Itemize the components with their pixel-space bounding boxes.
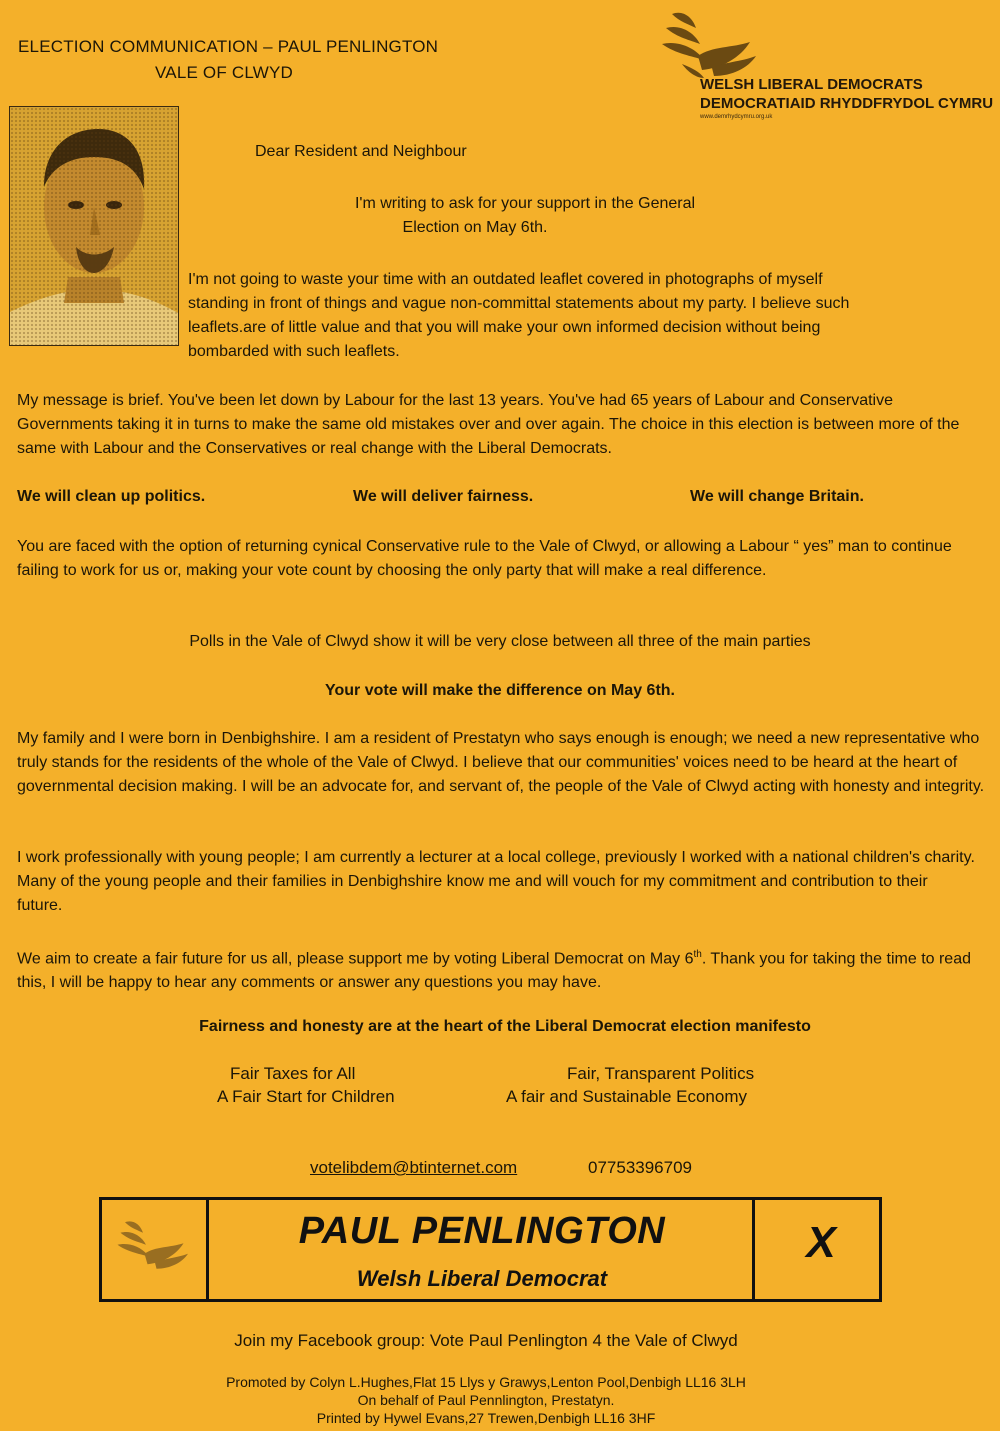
manifesto-item: Fair, Transparent Politics bbox=[567, 1064, 755, 1083]
bird-icon bbox=[110, 1210, 200, 1290]
manifesto-item: A Fair Start for Children bbox=[217, 1087, 395, 1106]
intro-paragraph bbox=[188, 268, 988, 364]
ballot-divider bbox=[206, 1200, 209, 1299]
phone-number: 07753396709 bbox=[588, 1158, 693, 1177]
polls-statement: Polls in the Vale of Clwyd show it will be very close between all three of the main parties bbox=[189, 633, 811, 650]
imprint bbox=[0, 1373, 972, 1427]
date-suffix: th bbox=[693, 949, 702, 960]
work-paragraph: I work professionally with young people; I am currently a lecturer at a local college, previously I worked with a national children's charity. Many of the young people and their families in Denbighshire know me and will vouch for my commitment and contribution to their future. bbox=[17, 849, 975, 914]
closing-text: We aim to create a fair future for us all, please support me by voting Liberal Democrat on May 6 bbox=[17, 950, 694, 968]
intro-paragraph-line: I'm not going to waste your time with an outdated leaflet covered in photographs of myself bbox=[188, 271, 823, 288]
imprint-line: On behalf of Paul Pennlington, Prestatyn. bbox=[357, 1392, 615, 1408]
message-paragraph: My message is brief. You've been let down by Labour for the last 13 years. You've had 65 years of Labour and Conservative Governments taking it in turns to make the same old mistakes over and over again. The choice in this election is between more of the same with Labour and the Conservatives or real change with the Liberal Democrats. bbox=[17, 392, 960, 457]
background-paragraph: My family and I were born in Denbighshire. I am a resident of Prestatyn who says enough is enough; we need a new representative who truly stands for the residents of the whole of the Vale of Clwyd. I believe that our communities' voices need to be heard at the heart of governmental decision making. I will be an advocate for, and servant of, the people of the Vale of Clwyd acting with honesty and integrity. bbox=[17, 730, 985, 795]
facebook-group: Join my Facebook group: Vote Paul Penlington 4 the Vale of Clwyd bbox=[234, 1331, 738, 1350]
candidate-photo bbox=[9, 106, 179, 346]
constituency-title: VALE OF CLWYD bbox=[155, 63, 293, 82]
email-link[interactable]: votelibdem@btinternet.com bbox=[310, 1158, 518, 1177]
intro-paragraph-line: bombarded with such leaflets. bbox=[188, 343, 400, 360]
ballot-divider bbox=[752, 1200, 755, 1299]
party-name-english: WELSH LIBERAL DEMOCRATS bbox=[700, 76, 923, 93]
pledge-deliver-fairness: We will deliver fairness. bbox=[353, 488, 534, 505]
party-logo bbox=[652, 6, 992, 126]
election-communication-title: ELECTION COMMUNICATION – PAUL PENLINGTON bbox=[18, 37, 439, 56]
pledge-clean-up-politics: We will clean up politics. bbox=[17, 488, 206, 505]
pledge-change-britain: We will change Britain. bbox=[690, 488, 864, 505]
intro-line-1: I'm writing to ask for your support in the General bbox=[354, 195, 696, 212]
ballot-box bbox=[99, 1197, 882, 1302]
greeting: Dear Resident and Neighbour bbox=[255, 143, 467, 160]
party-name-welsh: DEMOCRATIAID RHYDDFRYDOL CYMRU bbox=[700, 95, 994, 112]
party-website: www.demrhydcymru.org.uk bbox=[700, 114, 773, 120]
choice-paragraph: You are faced with the option of returning cynical Conservative rule to the Vale of Clwyd, or allowing a Labour “ yes” man to continue failing to work for us or, making your vote count by choosing the only party that will make a real difference. bbox=[17, 538, 952, 579]
vote-statement: Your vote will make the difference on May 6th. bbox=[324, 682, 675, 699]
candidate-name: PAUL PENLINGTON bbox=[298, 1210, 666, 1252]
manifesto-heading: Fairness and honesty are at the heart of the Liberal Democrat election manifesto bbox=[199, 1018, 811, 1035]
closing-text-continued: . Thank you for taking the time to read this, I will be happy to hear any comments or answer any questions you may have. bbox=[17, 950, 971, 992]
manifesto-item: A fair and Sustainable Economy bbox=[506, 1087, 747, 1106]
intro-paragraph-line: leaflets.are of little value and that you will make your own informed decision without being bbox=[188, 319, 821, 336]
intro-line-2: Election on May 6th. bbox=[402, 219, 548, 236]
imprint-line: Promoted by Colyn L.Hughes,Flat 15 Llys y Grawys,Lenton Pool,Denbigh LL16 3LH bbox=[226, 1374, 746, 1390]
intro-paragraph-line: standing in front of things and vague non-committal statements about my party. I believe such bbox=[188, 295, 850, 312]
imprint-line: Printed by Hywel Evans,27 Trewen,Denbigh LL16 3HF bbox=[316, 1410, 656, 1426]
vote-mark: X bbox=[806, 1218, 836, 1267]
candidate-party: Welsh Liberal Democrat bbox=[356, 1266, 608, 1291]
closing-paragraph bbox=[17, 943, 977, 995]
manifesto-item: Fair Taxes for All bbox=[230, 1064, 356, 1083]
